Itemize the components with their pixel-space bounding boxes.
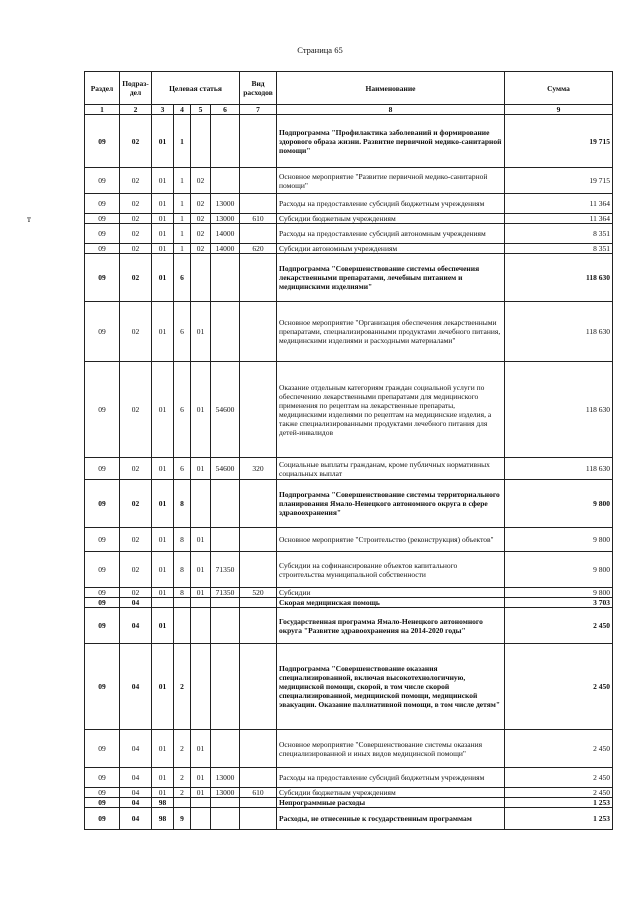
- cell-naimenovanie: Расходы на предоставление субсидий бюджетным учреждениям: [277, 194, 505, 214]
- cell-ts1: 01: [152, 768, 174, 788]
- cell-ts3: [191, 115, 211, 168]
- cell-ts4: [211, 798, 240, 808]
- cell-ts2: 1: [174, 214, 191, 224]
- cell-ts1: 01: [152, 362, 174, 458]
- cell-razdel: 09: [85, 115, 120, 168]
- cell-summa: 2 450: [505, 768, 613, 788]
- cell-ts3: 02: [191, 194, 211, 214]
- cell-ts2: 1: [174, 168, 191, 194]
- header-row: [85, 72, 613, 105]
- colnum: 5: [191, 105, 211, 115]
- table-row: [85, 788, 613, 798]
- cell-ts3: 02: [191, 244, 211, 254]
- cell-summa: 2 450: [505, 608, 613, 644]
- colnum: 8: [277, 105, 505, 115]
- cell-ts4: [211, 302, 240, 362]
- cell-ts4: [211, 608, 240, 644]
- cell-vid: [240, 808, 277, 830]
- table-row: [85, 480, 613, 528]
- cell-summa: 9 800: [505, 552, 613, 588]
- cell-ts1: 01: [152, 244, 174, 254]
- cell-naimenovanie: Расходы на предоставление субсидий бюджетным учреждениям: [277, 768, 505, 788]
- cell-summa: 118 630: [505, 254, 613, 302]
- cell-vid: 620: [240, 244, 277, 254]
- cell-podrazdel: 02: [120, 194, 152, 214]
- colnum: 9: [505, 105, 613, 115]
- cell-razdel: 09: [85, 730, 120, 768]
- cell-naimenovanie: Непрограммные расходы: [277, 798, 505, 808]
- cell-razdel: 09: [85, 808, 120, 830]
- table-row: [85, 168, 613, 194]
- table-row: [85, 194, 613, 214]
- cell-ts2: 2: [174, 730, 191, 768]
- cell-ts2: 1: [174, 224, 191, 244]
- cell-razdel: 09: [85, 254, 120, 302]
- cell-ts4: 54600: [211, 362, 240, 458]
- budget-table: [84, 71, 613, 830]
- cell-ts2: 1: [174, 194, 191, 214]
- cell-vid: 610: [240, 788, 277, 798]
- table-row: [85, 254, 613, 302]
- cell-naimenovanie: Основное мероприятие "Совершенствование системы оказания специализированной и иных видов медицинской помощи": [277, 730, 505, 768]
- cell-naimenovanie: Скорая медицинская помощь: [277, 598, 505, 608]
- cell-vid: [240, 730, 277, 768]
- cell-ts3: 01: [191, 528, 211, 552]
- cell-podrazdel: 04: [120, 808, 152, 830]
- cell-naimenovanie: Подпрограмма "Совершенствование оказания специализированной, включая высокотехнологичную, медицинской помощи, скорой, в том числе скорой специализированной, медицинской помощи, медицинской эвакуации. Оказание паллиативной помощи, в том числе детям": [277, 644, 505, 730]
- colnum: 2: [120, 105, 152, 115]
- cell-ts1: 01: [152, 528, 174, 552]
- table-row: [85, 608, 613, 644]
- cell-summa: 118 630: [505, 362, 613, 458]
- cell-ts2: [174, 598, 191, 608]
- cell-ts4: 13000: [211, 788, 240, 798]
- table-row: [85, 224, 613, 244]
- cell-podrazdel: 02: [120, 458, 152, 480]
- cell-vid: 610: [240, 214, 277, 224]
- cell-podrazdel: 02: [120, 115, 152, 168]
- cell-ts2: 1: [174, 115, 191, 168]
- cell-vid: [240, 168, 277, 194]
- cell-summa: 118 630: [505, 458, 613, 480]
- cell-ts1: 98: [152, 798, 174, 808]
- cell-podrazdel: 04: [120, 788, 152, 798]
- cell-ts1: 01: [152, 788, 174, 798]
- cell-summa: 8 351: [505, 244, 613, 254]
- table-row: [85, 588, 613, 598]
- cell-ts3: [191, 598, 211, 608]
- cell-naimenovanie: Расходы на предоставление субсидий автономным учреждениям: [277, 224, 505, 244]
- header-razdel: Раздел: [85, 72, 120, 105]
- cell-vid: [240, 798, 277, 808]
- cell-ts3: 02: [191, 214, 211, 224]
- cell-ts1: 98: [152, 808, 174, 830]
- cell-razdel: 09: [85, 608, 120, 644]
- cell-ts1: 01: [152, 194, 174, 214]
- cell-razdel: 09: [85, 480, 120, 528]
- margin-mark: т: [27, 214, 31, 224]
- cell-naimenovanie: Субсидии на софинансирование объектов капитального строительства муниципальной собственности: [277, 552, 505, 588]
- cell-summa: 8 351: [505, 224, 613, 244]
- cell-ts1: 01: [152, 552, 174, 588]
- cell-ts2: 8: [174, 528, 191, 552]
- cell-ts4: [211, 480, 240, 528]
- cell-ts1: 01: [152, 214, 174, 224]
- cell-summa: 11 364: [505, 214, 613, 224]
- cell-vid: [240, 608, 277, 644]
- table-row: [85, 362, 613, 458]
- cell-naimenovanie: Социальные выплаты гражданам, кроме публичных нормативных социальных выплат: [277, 458, 505, 480]
- cell-podrazdel: 04: [120, 730, 152, 768]
- cell-ts2: 2: [174, 788, 191, 798]
- cell-ts3: [191, 608, 211, 644]
- cell-ts3: 01: [191, 552, 211, 588]
- cell-vid: [240, 254, 277, 302]
- cell-vid: 520: [240, 588, 277, 598]
- colnum: 1: [85, 105, 120, 115]
- cell-naimenovanie: Субсидии бюджетным учреждениям: [277, 788, 505, 798]
- cell-ts1: 01: [152, 608, 174, 644]
- header-podrazdel: Подраз-дел: [120, 72, 152, 105]
- cell-summa: 1 253: [505, 798, 613, 808]
- cell-podrazdel: 02: [120, 362, 152, 458]
- cell-ts2: 8: [174, 480, 191, 528]
- cell-podrazdel: 02: [120, 552, 152, 588]
- cell-razdel: 09: [85, 788, 120, 798]
- cell-ts1: 01: [152, 254, 174, 302]
- table-row: [85, 528, 613, 552]
- column-number-row: [85, 105, 613, 115]
- cell-naimenovanie: Расходы, не отнесенные к государственным программам: [277, 808, 505, 830]
- cell-summa: 9 800: [505, 480, 613, 528]
- cell-ts3: 01: [191, 458, 211, 480]
- cell-naimenovanie: Подпрограмма "Профилактика заболеваний и формирование здорового образа жизни. Развитие первичной медико-санитарной помощи": [277, 115, 505, 168]
- table-row: [85, 808, 613, 830]
- cell-naimenovanie: Основное мероприятие "Развитие первичной медико-санитарной помощи": [277, 168, 505, 194]
- cell-podrazdel: 02: [120, 480, 152, 528]
- cell-ts2: 9: [174, 808, 191, 830]
- table-row: [85, 244, 613, 254]
- cell-podrazdel: 04: [120, 768, 152, 788]
- cell-ts1: 01: [152, 224, 174, 244]
- header-vid-raskhodov: Вид расходов: [240, 72, 277, 105]
- cell-podrazdel: 04: [120, 798, 152, 808]
- cell-podrazdel: 02: [120, 528, 152, 552]
- cell-ts4: [211, 730, 240, 768]
- cell-razdel: 09: [85, 168, 120, 194]
- cell-razdel: 09: [85, 244, 120, 254]
- cell-ts3: 02: [191, 224, 211, 244]
- header-naimenovanie: Наименование: [277, 72, 505, 105]
- cell-podrazdel: 02: [120, 588, 152, 598]
- cell-ts2: 2: [174, 768, 191, 788]
- cell-ts4: [211, 808, 240, 830]
- colnum: 3: [152, 105, 174, 115]
- cell-vid: [240, 302, 277, 362]
- cell-ts2: [174, 608, 191, 644]
- cell-naimenovanie: Государственная программа Ямало-Ненецкого автономного округа "Развитие здравоохранения на 2014-2020 годы": [277, 608, 505, 644]
- cell-ts3: 02: [191, 168, 211, 194]
- cell-ts1: [152, 598, 174, 608]
- cell-summa: 3 703: [505, 598, 613, 608]
- table-row: [85, 458, 613, 480]
- cell-podrazdel: 04: [120, 644, 152, 730]
- cell-ts2: 6: [174, 362, 191, 458]
- cell-ts1: 01: [152, 480, 174, 528]
- table-row: [85, 302, 613, 362]
- table-row: [85, 552, 613, 588]
- cell-vid: [240, 528, 277, 552]
- cell-summa: 19 715: [505, 168, 613, 194]
- cell-razdel: 09: [85, 194, 120, 214]
- cell-vid: 320: [240, 458, 277, 480]
- table-row: [85, 598, 613, 608]
- cell-ts4: 13000: [211, 194, 240, 214]
- cell-ts4: 13000: [211, 214, 240, 224]
- cell-razdel: 09: [85, 214, 120, 224]
- header-tselevaya-statya: Целевая статья: [152, 72, 240, 105]
- cell-ts1: 01: [152, 644, 174, 730]
- cell-vid: [240, 552, 277, 588]
- cell-vid: [240, 224, 277, 244]
- cell-ts4: [211, 115, 240, 168]
- cell-summa: 2 450: [505, 730, 613, 768]
- cell-razdel: 09: [85, 598, 120, 608]
- table-row: [85, 730, 613, 768]
- cell-ts3: 01: [191, 768, 211, 788]
- cell-vid: [240, 598, 277, 608]
- cell-ts3: [191, 798, 211, 808]
- cell-ts3: 01: [191, 788, 211, 798]
- cell-ts4: 71350: [211, 588, 240, 598]
- cell-podrazdel: 04: [120, 608, 152, 644]
- cell-ts2: 2: [174, 644, 191, 730]
- cell-ts1: 01: [152, 302, 174, 362]
- cell-razdel: 09: [85, 528, 120, 552]
- cell-summa: 2 450: [505, 788, 613, 798]
- cell-razdel: 09: [85, 224, 120, 244]
- cell-razdel: 09: [85, 588, 120, 598]
- cell-naimenovanie: Субсидии бюджетным учреждениям: [277, 214, 505, 224]
- cell-ts3: 01: [191, 588, 211, 598]
- cell-ts3: [191, 254, 211, 302]
- cell-ts3: [191, 644, 211, 730]
- cell-razdel: 09: [85, 302, 120, 362]
- cell-ts4: 14000: [211, 224, 240, 244]
- header-summa: Сумма: [505, 72, 613, 105]
- cell-summa: 9 800: [505, 528, 613, 552]
- cell-summa: 118 630: [505, 302, 613, 362]
- cell-vid: [240, 115, 277, 168]
- cell-ts4: 71350: [211, 552, 240, 588]
- cell-ts4: [211, 598, 240, 608]
- cell-ts1: 01: [152, 168, 174, 194]
- cell-naimenovanie: Подпрограмма "Совершенствование системы обеспечения лекарственными препаратами, лечебным питанием и медицинскими изделиями": [277, 254, 505, 302]
- cell-ts4: [211, 254, 240, 302]
- cell-summa: 19 715: [505, 115, 613, 168]
- cell-vid: [240, 194, 277, 214]
- table-row: [85, 214, 613, 224]
- cell-ts3: 01: [191, 362, 211, 458]
- cell-ts3: 01: [191, 730, 211, 768]
- cell-podrazdel: 02: [120, 168, 152, 194]
- cell-podrazdel: 02: [120, 224, 152, 244]
- cell-podrazdel: 02: [120, 244, 152, 254]
- cell-razdel: 09: [85, 798, 120, 808]
- cell-vid: [240, 644, 277, 730]
- cell-naimenovanie: Субсидии автономным учреждениям: [277, 244, 505, 254]
- cell-summa: 2 450: [505, 644, 613, 730]
- cell-summa: 11 364: [505, 194, 613, 214]
- cell-ts4: [211, 168, 240, 194]
- cell-ts1: 01: [152, 588, 174, 598]
- cell-ts4: [211, 644, 240, 730]
- cell-podrazdel: 02: [120, 254, 152, 302]
- cell-summa: 1 253: [505, 808, 613, 830]
- cell-ts1: 01: [152, 458, 174, 480]
- colnum: 7: [240, 105, 277, 115]
- cell-ts3: [191, 808, 211, 830]
- cell-podrazdel: 04: [120, 598, 152, 608]
- cell-ts2: 6: [174, 302, 191, 362]
- cell-ts4: 13000: [211, 768, 240, 788]
- page-title: Страница 65: [297, 45, 343, 55]
- cell-podrazdel: 02: [120, 214, 152, 224]
- cell-ts3: [191, 480, 211, 528]
- cell-razdel: 09: [85, 644, 120, 730]
- cell-vid: [240, 480, 277, 528]
- cell-ts1: 01: [152, 115, 174, 168]
- cell-ts4: 54600: [211, 458, 240, 480]
- cell-ts2: 1: [174, 244, 191, 254]
- cell-naimenovanie: Основное мероприятие "Организация обеспечения лекарственными препаратами, специализированными продуктами лечебного питания, медицинскими изделиями и расходными материалами": [277, 302, 505, 362]
- cell-razdel: 09: [85, 768, 120, 788]
- cell-ts1: 01: [152, 730, 174, 768]
- colnum: 4: [174, 105, 191, 115]
- cell-summa: 9 800: [505, 588, 613, 598]
- cell-naimenovanie: Субсидии: [277, 588, 505, 598]
- cell-razdel: 09: [85, 458, 120, 480]
- cell-naimenovanie: Оказание отдельным категориям граждан социальной услуги по обеспечению лекарственными препаратами для медицинского применения по рецептам на лекарственные препараты, медицинскими изделиями по рецептам на медицинские изделия, а также специализированными продуктами лечебного питания для детей-инвалидов: [277, 362, 505, 458]
- colnum: 6: [211, 105, 240, 115]
- cell-naimenovanie: Основное мероприятие "Строительство (реконструкция) объектов": [277, 528, 505, 552]
- cell-ts2: 8: [174, 588, 191, 598]
- table-body: [85, 115, 613, 830]
- table-row: [85, 768, 613, 788]
- cell-vid: [240, 768, 277, 788]
- cell-vid: [240, 362, 277, 458]
- cell-ts2: 6: [174, 254, 191, 302]
- cell-razdel: 09: [85, 552, 120, 588]
- cell-ts4: [211, 528, 240, 552]
- table-row: [85, 115, 613, 168]
- cell-ts2: 8: [174, 552, 191, 588]
- cell-ts2: 6: [174, 458, 191, 480]
- cell-ts2: [174, 798, 191, 808]
- table-row: [85, 644, 613, 730]
- cell-ts3: 01: [191, 302, 211, 362]
- cell-ts4: 14000: [211, 244, 240, 254]
- cell-podrazdel: 02: [120, 302, 152, 362]
- cell-naimenovanie: Подпрограмма "Совершенствование системы территориального планирования Ямало-Ненецкого автономного округа в сфере здравоохранения": [277, 480, 505, 528]
- cell-razdel: 09: [85, 362, 120, 458]
- table-row: [85, 798, 613, 808]
